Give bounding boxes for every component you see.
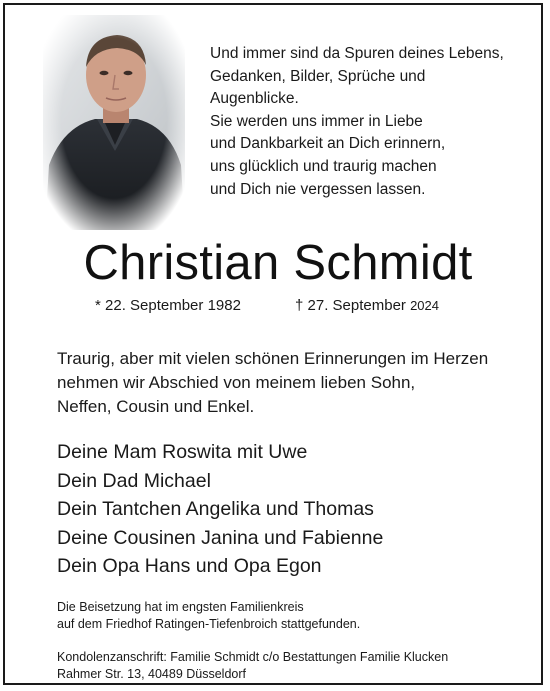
poem-line: Augenblicke. (210, 90, 299, 108)
mourner-line: Deine Cousinen Janina und Fabienne (57, 526, 384, 549)
death-date-prefix: † 27. September (295, 297, 406, 314)
obituary-frame (3, 3, 543, 685)
poem-line: und Dankbarkeit an Dich erinnern, (210, 135, 446, 153)
poem-line: uns glücklich und traurig machen (210, 157, 437, 175)
mourners-list (57, 438, 542, 581)
funeral-line: auf dem Friedhof Ratingen-Tiefenbroich stattgefunden. (57, 616, 361, 631)
funeral-line: Die Beisetzung hat im engsten Familienkreis (57, 600, 304, 614)
poem-line: Und immer sind da Spuren deines Lebens, (210, 45, 504, 62)
mourner-line: Dein Opa Hans und Opa Egon (57, 555, 322, 577)
farewell-line: Traurig, aber mit vielen schönen Erinnerungen im Herzen (57, 349, 489, 368)
condolence-address (57, 649, 542, 682)
birth-date: * 22. September 1982 (95, 297, 241, 314)
condolence-line: Rahmer Str. 13, 40489 Düsseldorf (57, 666, 246, 681)
mourner-line: Dein Dad Michael (57, 469, 211, 492)
poem-line: Sie werden uns immer in Liebe (210, 112, 423, 130)
mourner-line: Deine Mam Roswita mit Uwe (57, 441, 308, 463)
poem-line: Gedanken, Bilder, Sprüche und (210, 67, 426, 85)
deceased-name: Christian Schmidt (83, 236, 473, 290)
mourner-line: Dein Tantchen Angelika und Thomas (57, 498, 374, 520)
funeral-notice (57, 599, 542, 632)
poem-line: und Dich nie vergessen lassen. (210, 180, 426, 198)
farewell-line: nehmen wir Abschied von meinem lieben Sohn, (57, 373, 416, 392)
memorial-poem (210, 43, 540, 201)
farewell-text (57, 347, 542, 419)
farewell-line: Neffen, Cousin und Enkel. (57, 397, 255, 416)
death-date (295, 297, 439, 314)
portrait-photo (43, 15, 185, 230)
death-year: 2024 (410, 298, 439, 313)
condolence-line: Kondolenzanschrift: Familie Schmidt c/o Bestattungen Familie Klucken (57, 650, 449, 664)
